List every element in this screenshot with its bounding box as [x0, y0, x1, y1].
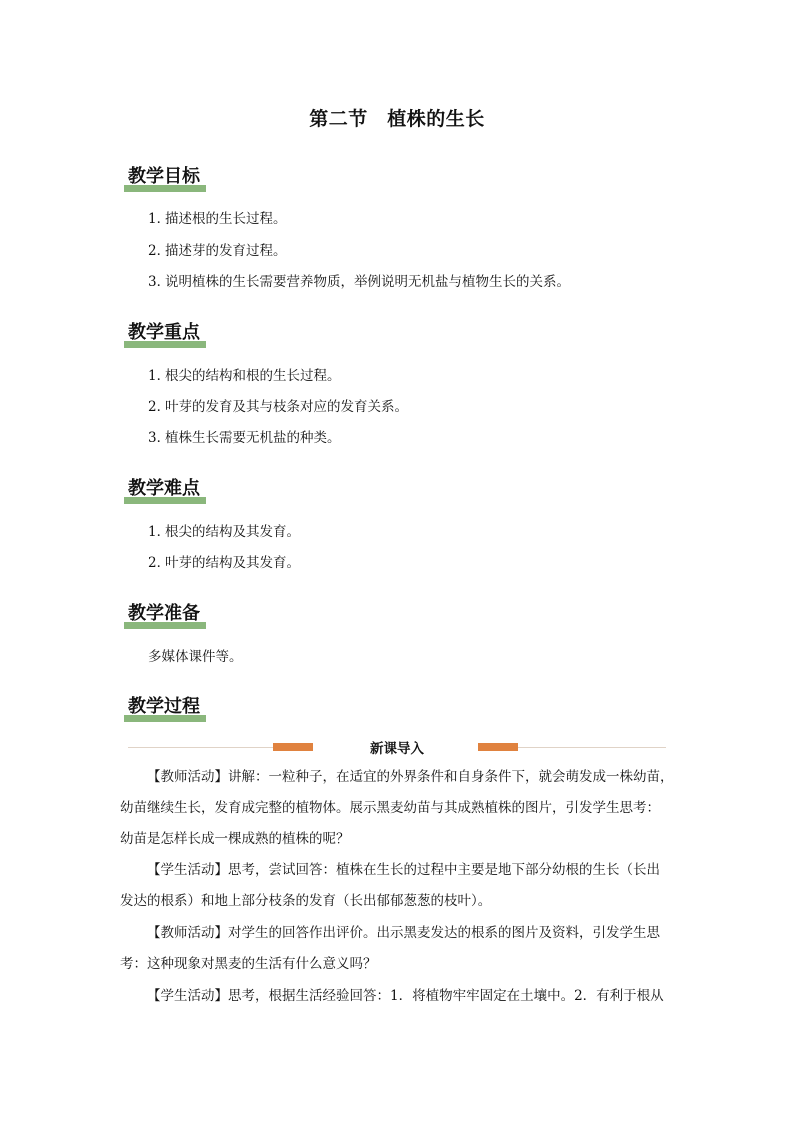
item-text: 根尖的结构及其发育。 — [165, 524, 300, 540]
paragraph-line: 考：这种现象对黑麦的生活有什么意义吗？ — [120, 956, 377, 972]
list-item — [148, 426, 341, 446]
paragraph — [120, 981, 680, 1012]
item-text: 说明植株的生长需要营养物质，举例说明无机盐与植物生长的关系。 — [165, 274, 570, 290]
list-item — [148, 364, 341, 384]
item-text: 描述根的生长过程。 — [165, 211, 287, 227]
item-number: 3． — [148, 274, 171, 290]
paragraph-line: 幼苗继续生长，发育成完整的植物体。展示黑麦幼苗与其成熟植株的图片，引发学生思考： — [120, 800, 660, 816]
list-item — [148, 551, 300, 571]
paragraph — [120, 918, 680, 980]
heading-text: 教学难点 — [128, 478, 200, 499]
section-heading-process — [128, 692, 200, 720]
divider-line-right — [518, 747, 666, 748]
heading-text: 教学目标 — [128, 166, 200, 187]
item-number: 1． — [148, 524, 171, 540]
item-number: 2． — [148, 243, 171, 259]
paragraph-line: 发达的根系）和地上部分枝条的发育（长出郁郁葱葱的枝叶）。 — [120, 893, 492, 909]
item-text: 根尖的结构和根的生长过程。 — [165, 368, 341, 384]
heading-text: 教学重点 — [128, 322, 200, 343]
paragraph — [120, 762, 680, 855]
item-text: 植株生长需要无机盐的种类。 — [165, 430, 341, 446]
section-heading-difficulties — [128, 474, 200, 502]
paragraph-line: 【学生活动】思考，尝试回答：植株在生长的过程中主要是地下部分幼根的生长（长出 — [147, 862, 660, 878]
heading-text: 教学准备 — [128, 603, 200, 624]
item-number: 1． — [148, 368, 171, 384]
list-item — [148, 207, 287, 227]
preparation-text: 多媒体课件等。 — [148, 649, 243, 665]
paragraph-line: 【教师活动】对学生的回答作出评价。出示黑麦发达的根系的图片及资料，引发学生思 — [147, 925, 660, 941]
paragraph — [120, 855, 680, 917]
item-number: 2． — [148, 555, 171, 571]
section-heading-preparation — [128, 599, 200, 627]
item-text: 叶芽的结构及其发育。 — [165, 555, 300, 571]
divider-label: 新课导入 — [370, 741, 424, 757]
list-item — [148, 239, 287, 259]
item-number: 3． — [148, 430, 171, 446]
item-number: 1． — [148, 211, 171, 227]
paragraph-line: 【学生活动】思考，根据生活经验回答：1．将植物牢牢固定在土壤中。2．有利于根从 — [147, 988, 664, 1004]
page-title: 第二节 植株的生长 — [309, 108, 485, 130]
list-item — [148, 395, 408, 415]
section-heading-objectives — [128, 162, 200, 190]
section-heading-key-points — [128, 318, 200, 346]
paragraph-line: 幼苗是怎样长成一棵成熟的植株的呢？ — [120, 831, 350, 847]
heading-text: 教学过程 — [128, 696, 200, 717]
divider-accent-right — [478, 743, 518, 751]
item-text: 叶芽的发育及其与枝条对应的发育关系。 — [165, 399, 408, 415]
list-item — [148, 520, 300, 540]
item-text: 描述芽的发育过程。 — [165, 243, 287, 259]
item-number: 2． — [148, 399, 171, 415]
paragraph-line: 【教师活动】讲解：一粒种子，在适宜的外界条件和自身条件下，就会萌发成一株幼苗， — [147, 769, 674, 785]
list-item — [148, 270, 570, 290]
